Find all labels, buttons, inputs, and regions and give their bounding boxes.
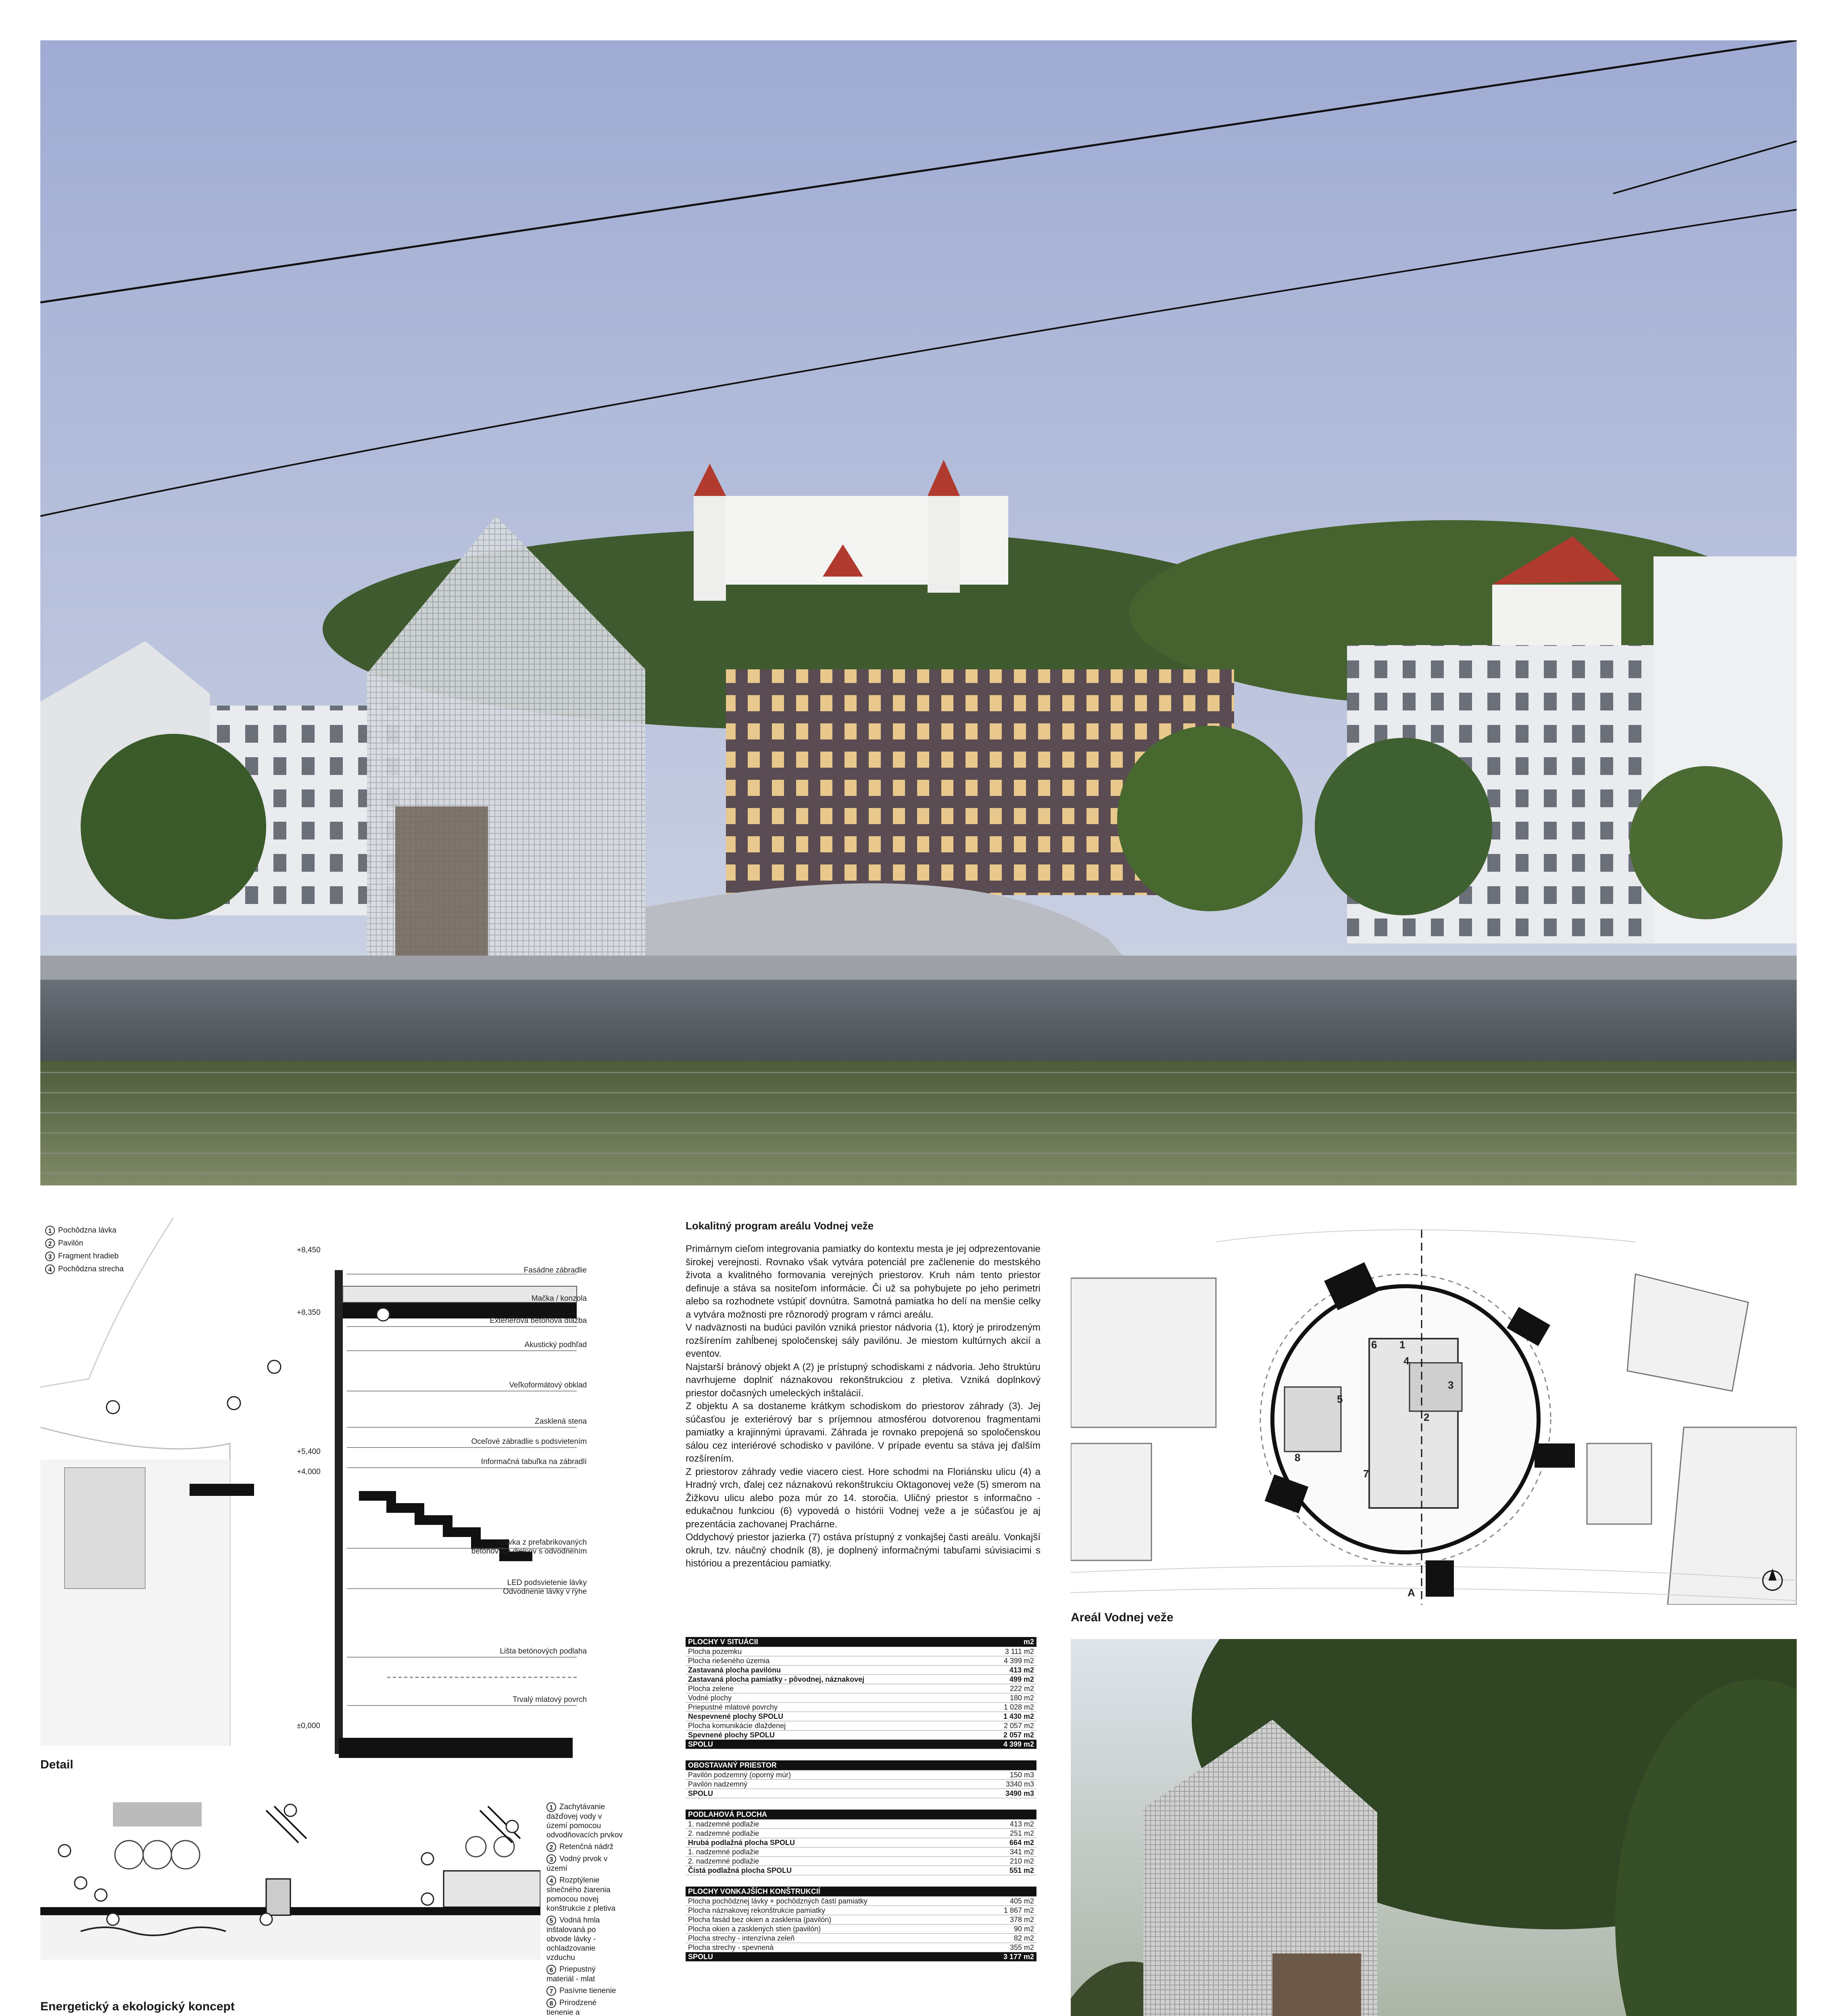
area-table xyxy=(686,1810,1036,1875)
site-zone-number: 5 xyxy=(1337,1393,1343,1405)
energy-legend-item: 2 Retenčná nádrž xyxy=(546,1842,623,1852)
garden-render xyxy=(1071,1639,1797,2016)
table-row xyxy=(686,1934,1036,1943)
site-zone-number: 2 xyxy=(1424,1411,1430,1423)
table-value-cell: 355 m2 xyxy=(963,1943,1036,1952)
detail-drawing xyxy=(40,1218,609,1758)
table-row xyxy=(686,1820,1036,1829)
energy-legend-item: 5 Vodná hmla inštalovaná po obvode lávky - ochladzovanie vzduchu xyxy=(546,1916,600,1962)
area-tables xyxy=(686,1637,1041,1973)
table-label-cell: SPOLU xyxy=(686,1789,963,1798)
table-label-cell: Pavilón podzemný (oporný múr) xyxy=(686,1770,963,1780)
table-row xyxy=(686,1675,1036,1684)
program-paragraph: Primárnym cieľom integrovania pamiatky do kontextu mesta je jej odprezentovanie širokej verejnosti. Rovnako však vytvára potenciál pre začlenenie do mestského života a kvalitného formovania verejných priestorov. Kruh nám tento priestor definuje a stáva sa nositeľom informácie. Či už sa pohybujete po jeho perimetri alebo sa rozhodnete vstúpiť dovnútra. Samotná pamiatka ho delí na menšie celky a vytvára možnosti pre rôznorodý program v rámci areálu. xyxy=(686,1243,1041,1320)
table-value-cell: 499 m2 xyxy=(963,1675,1036,1684)
detail-legend-1: 1 Pochôdzna lávka xyxy=(45,1226,117,1235)
table-value-cell: 90 m2 xyxy=(963,1924,1036,1934)
energy-legend-item: 8 Prirodzené tienenie a xyxy=(546,1999,596,2016)
hero-render xyxy=(40,40,1797,1185)
table-label-cell: Zastavaná plocha pavilónu xyxy=(686,1666,963,1675)
detail-label: Veľkoformátový obklad xyxy=(509,1381,587,1389)
table-row xyxy=(686,1770,1036,1780)
table-label-cell: 1. nadzemné podlažie xyxy=(686,1820,963,1829)
table-value-cell: 378 m2 xyxy=(963,1915,1036,1924)
detail-label: LED podsvietenie lávky Odvodnenie lávky v rýhe xyxy=(503,1579,587,1596)
table-value-cell: 3 111 m2 xyxy=(963,1647,1036,1656)
table-header-cell xyxy=(963,1810,1036,1820)
site-caption: Areál Vodnej veže xyxy=(1071,1611,1174,1624)
table-header xyxy=(686,1887,1036,1897)
table-label-cell: Plocha okien a zasklených stien (pavilón) xyxy=(686,1924,963,1934)
area-table xyxy=(686,1760,1036,1798)
table-label-cell: Nespevnené plochy SPOLU xyxy=(686,1712,963,1721)
table-row xyxy=(686,1656,1036,1666)
table-value-cell: 4 399 m2 xyxy=(963,1656,1036,1666)
table-value-cell: 551 m2 xyxy=(963,1866,1036,1875)
table-row xyxy=(686,1780,1036,1789)
table-value-cell: 180 m2 xyxy=(963,1693,1036,1703)
table-label-cell: Spevnené plochy SPOLU xyxy=(686,1731,963,1740)
table-value-cell: 4 399 m2 xyxy=(963,1740,1036,1749)
table-value-cell: 1 430 m2 xyxy=(963,1712,1036,1721)
detail-label: Oceľové zábradlie s podsvietením xyxy=(471,1437,587,1446)
table-label-cell: 2. nadzemné podlažie xyxy=(686,1829,963,1838)
table-row xyxy=(686,1897,1036,1906)
table-value-cell: 210 m2 xyxy=(963,1857,1036,1866)
detail-level: +8,450 xyxy=(297,1246,321,1254)
program-paragraph: V nadväznosti na budúci pavilón vzniká priestor nádvoria (1), ktorý je prirodzeným rozšírením zahĺbenej spoločenskej sály pavilónu. Je miestom kultúrnych akcií a eventov. xyxy=(686,1322,1041,1359)
table-row xyxy=(686,1731,1036,1740)
table-header xyxy=(686,1637,1036,1647)
program-paragraph: Z priestorov záhrady vedie viacero ciest. Hore schodmi na Floriánsku ulicu (4) a Hradný vrch, ďalej cez náznakovú rekonštrukciu Oktagonovej veže (5) smerom na Žižkovu ulicu alebo poza múr zo 14. storočia. Uličný priestor s informačno - edukačnou funkciou (6) vypovedá o histórii Vodnej veže a je súčasťou je aj prezentácia zachovanej Prachárne. xyxy=(686,1466,1041,1530)
table-row xyxy=(686,1666,1036,1675)
table-label-cell: Pavilón nadzemný xyxy=(686,1780,963,1789)
energy-legend-item: 4 Rozptýlenie slnečného žiarenia pomocou novej konštrukcie z pletiva xyxy=(546,1876,616,1913)
site-zone-number: 8 xyxy=(1295,1452,1301,1464)
table-row xyxy=(686,1829,1036,1838)
table-label-cell: Plocha strechy - spevnená xyxy=(686,1943,963,1952)
energy-legend xyxy=(546,1802,623,2016)
table-row xyxy=(686,1703,1036,1712)
table-value-cell: 664 m2 xyxy=(963,1838,1036,1847)
detail-illustration xyxy=(40,1218,609,1758)
energy-legend-item: 6 Priepustný materiál - mlat xyxy=(546,1965,596,1983)
table-header-cell xyxy=(963,1760,1036,1770)
energy-legend-item: 1 Zachytávanie dažďovej vody v území pomocou odvodňovacích prvkov xyxy=(546,1803,623,1839)
detail-label: Exteriérová betónová dlažba xyxy=(490,1316,587,1325)
program-text xyxy=(686,1220,1041,1570)
detail-label: Lišta betónových podlaha xyxy=(500,1647,587,1656)
table-row xyxy=(686,1647,1036,1656)
site-plan-illustration xyxy=(1071,1218,1797,1605)
table-value-cell: 3490 m3 xyxy=(963,1789,1036,1798)
table-value-cell: 2 057 m2 xyxy=(963,1731,1036,1740)
table-row xyxy=(686,1721,1036,1731)
table-row xyxy=(686,1789,1036,1798)
table-value-cell: 413 m2 xyxy=(963,1666,1036,1675)
table-row xyxy=(686,1943,1036,1952)
table-header xyxy=(686,1760,1036,1770)
table-label-cell: SPOLU xyxy=(686,1740,963,1749)
table-row xyxy=(686,1693,1036,1703)
program-title: Lokalitný program areálu Vodnej veže xyxy=(686,1220,874,1232)
table-value-cell: 82 m2 xyxy=(963,1934,1036,1943)
table-row xyxy=(686,1915,1036,1924)
energy-legend-item: 7 Pasívne tienenie xyxy=(546,1986,623,1996)
detail-legend-3: 3 Fragment hradieb xyxy=(45,1252,119,1261)
site-plan xyxy=(1071,1218,1797,1605)
table-label-cell: Plocha riešeného územia xyxy=(686,1656,963,1666)
table-value-cell: 405 m2 xyxy=(963,1897,1036,1906)
detail-level: +5,400 xyxy=(297,1447,321,1456)
table-label-cell: Plocha pochôdznej lávky + pochôdzných častí pamiatky xyxy=(686,1897,963,1906)
program-paragraph: Z objektu A sa dostaneme krátkym schodiskom do priestorov záhrady (3). Jej súčasťou je exteriérový bar s príjemnou atmosférou dotvorenou fragmentami pamiatky a krajinnými úpravami. Záhrada je rovnako prepojená so spoločenskou sálou cez interiérové schodisko v pavilóne. V prípade eventu sa stáva jej ďalším rozšírením. xyxy=(686,1401,1041,1464)
table-label-cell: Plocha pozemku xyxy=(686,1647,963,1656)
table-header-cell: PLOCHY V SITUÁCII xyxy=(686,1637,963,1647)
table-header-cell: m2 xyxy=(963,1637,1036,1647)
table-label-cell: Čistá podlažná plocha SPOLU xyxy=(686,1866,963,1875)
table-value-cell: 341 m2 xyxy=(963,1847,1036,1857)
table-header-cell: PLOCHY VONKAJŠÍCH KONŠTRUKCIÍ xyxy=(686,1887,963,1897)
table-label-cell: Plocha komunikácie dlaždenej xyxy=(686,1721,963,1731)
detail-label: Zasklená stena xyxy=(535,1417,587,1426)
energy-caption: Energetický a ekologický koncept xyxy=(40,2000,235,2013)
table-value-cell: 1 028 m2 xyxy=(963,1703,1036,1712)
energy-legend-item: 3 Vodný prvok v území xyxy=(546,1855,608,1873)
area-table xyxy=(686,1637,1036,1749)
table-label-cell: Plocha fasád bez okien a zasklenia (pavilón) xyxy=(686,1915,963,1924)
detail-label: Akustický podhľad xyxy=(524,1341,587,1349)
table-label-cell: 2. nadzemné podlažie xyxy=(686,1857,963,1866)
table-row xyxy=(686,1866,1036,1875)
detail-label: Mačka / konzola xyxy=(531,1294,587,1303)
table-value-cell: 413 m2 xyxy=(963,1820,1036,1829)
hero-render-illustration xyxy=(40,40,1797,1185)
detail-caption: Detail xyxy=(40,1758,73,1771)
table-label-cell: SPOLU xyxy=(686,1952,963,1962)
site-zone-number: 1 xyxy=(1399,1339,1405,1351)
detail-label: Fasádne zábradlie xyxy=(523,1266,587,1275)
table-value-cell: 251 m2 xyxy=(963,1829,1036,1838)
detail-legend-2: 2 Pavilón xyxy=(45,1239,83,1248)
table-label-cell: Vodné plochy xyxy=(686,1693,963,1703)
detail-label: Trvalý mlatový povrch xyxy=(512,1695,587,1704)
energy-diagram xyxy=(40,1802,540,1972)
table-label-cell: Priepustné mlatové povrchy xyxy=(686,1703,963,1712)
detail-label: Lávka z prefabrikovaných betónových dielcov s odvodnením xyxy=(471,1538,587,1556)
table-value-cell: 3 177 m2 xyxy=(963,1952,1036,1962)
table-row xyxy=(686,1838,1036,1847)
site-zone-number: 3 xyxy=(1448,1379,1454,1391)
table-label-cell: Plocha zelene xyxy=(686,1684,963,1693)
table-value-cell: 222 m2 xyxy=(963,1684,1036,1693)
table-value-cell: 150 m3 xyxy=(963,1770,1036,1780)
site-zone-number: 7 xyxy=(1363,1468,1369,1480)
program-paragraph: Oddychový priestor jazierka (7) ostáva prístupný z vonkajšej časti areálu. Vonkajší okruh, tzv. náučný chodník (8), je doplnený informačnými tabuľami súvisiacimi s históriou a prezentáciou pamiatky. xyxy=(686,1532,1041,1569)
table-label-cell: Plocha náznakovej rekonštrukcie pamiatky xyxy=(686,1906,963,1915)
table-header-cell: OBOSTAVANÝ PRIESTOR xyxy=(686,1760,963,1770)
table-row xyxy=(686,1740,1036,1749)
table-row xyxy=(686,1712,1036,1721)
table-header-cell xyxy=(963,1887,1036,1897)
table-row xyxy=(686,1684,1036,1693)
detail-level: +4,000 xyxy=(297,1468,321,1476)
program-paragraph: Najstarší bránový objekt A (2) je prístupný schodiskami z nádvoria. Jeho štruktúru navrhujeme doplniť náznakovou rekonštrukciou z pletiva. Vzniká doplnkový priestor dočasných umeleckých inštalácií. xyxy=(686,1361,1041,1399)
table-header xyxy=(686,1810,1036,1820)
table-label-cell: 1. nadzemné podlažie xyxy=(686,1847,963,1857)
site-section-mark: A xyxy=(1408,1587,1415,1599)
detail-level: ±0,000 xyxy=(297,1722,320,1730)
detail-level: +8,350 xyxy=(297,1308,321,1317)
table-row xyxy=(686,1952,1036,1962)
table-value-cell: 1 867 m2 xyxy=(963,1906,1036,1915)
table-label-cell: Plocha strechy - intenzívna zeleň xyxy=(686,1934,963,1943)
site-zone-number: 4 xyxy=(1403,1355,1410,1367)
garden-render-illustration xyxy=(1071,1639,1797,2016)
table-row xyxy=(686,1906,1036,1915)
table-row xyxy=(686,1847,1036,1857)
table-value-cell: 2 057 m2 xyxy=(963,1721,1036,1731)
table-row xyxy=(686,1857,1036,1866)
table-value-cell: 3340 m3 xyxy=(963,1780,1036,1789)
table-header-cell: PODLAHOVÁ PLOCHA xyxy=(686,1810,963,1820)
energy-illustration xyxy=(40,1802,540,1972)
table-label-cell: Zastavaná plocha pamiatky - pôvodnej, náznakovej xyxy=(686,1675,963,1684)
site-zone-number: 6 xyxy=(1371,1339,1377,1351)
table-row xyxy=(686,1924,1036,1934)
table-label-cell: Hrubá podlažná plocha SPOLU xyxy=(686,1838,963,1847)
detail-legend-4: 4 Pochôdzna strecha xyxy=(45,1264,124,1274)
area-table xyxy=(686,1887,1036,1962)
detail-label: Informačná tabuľka na zábradlí xyxy=(481,1458,587,1466)
